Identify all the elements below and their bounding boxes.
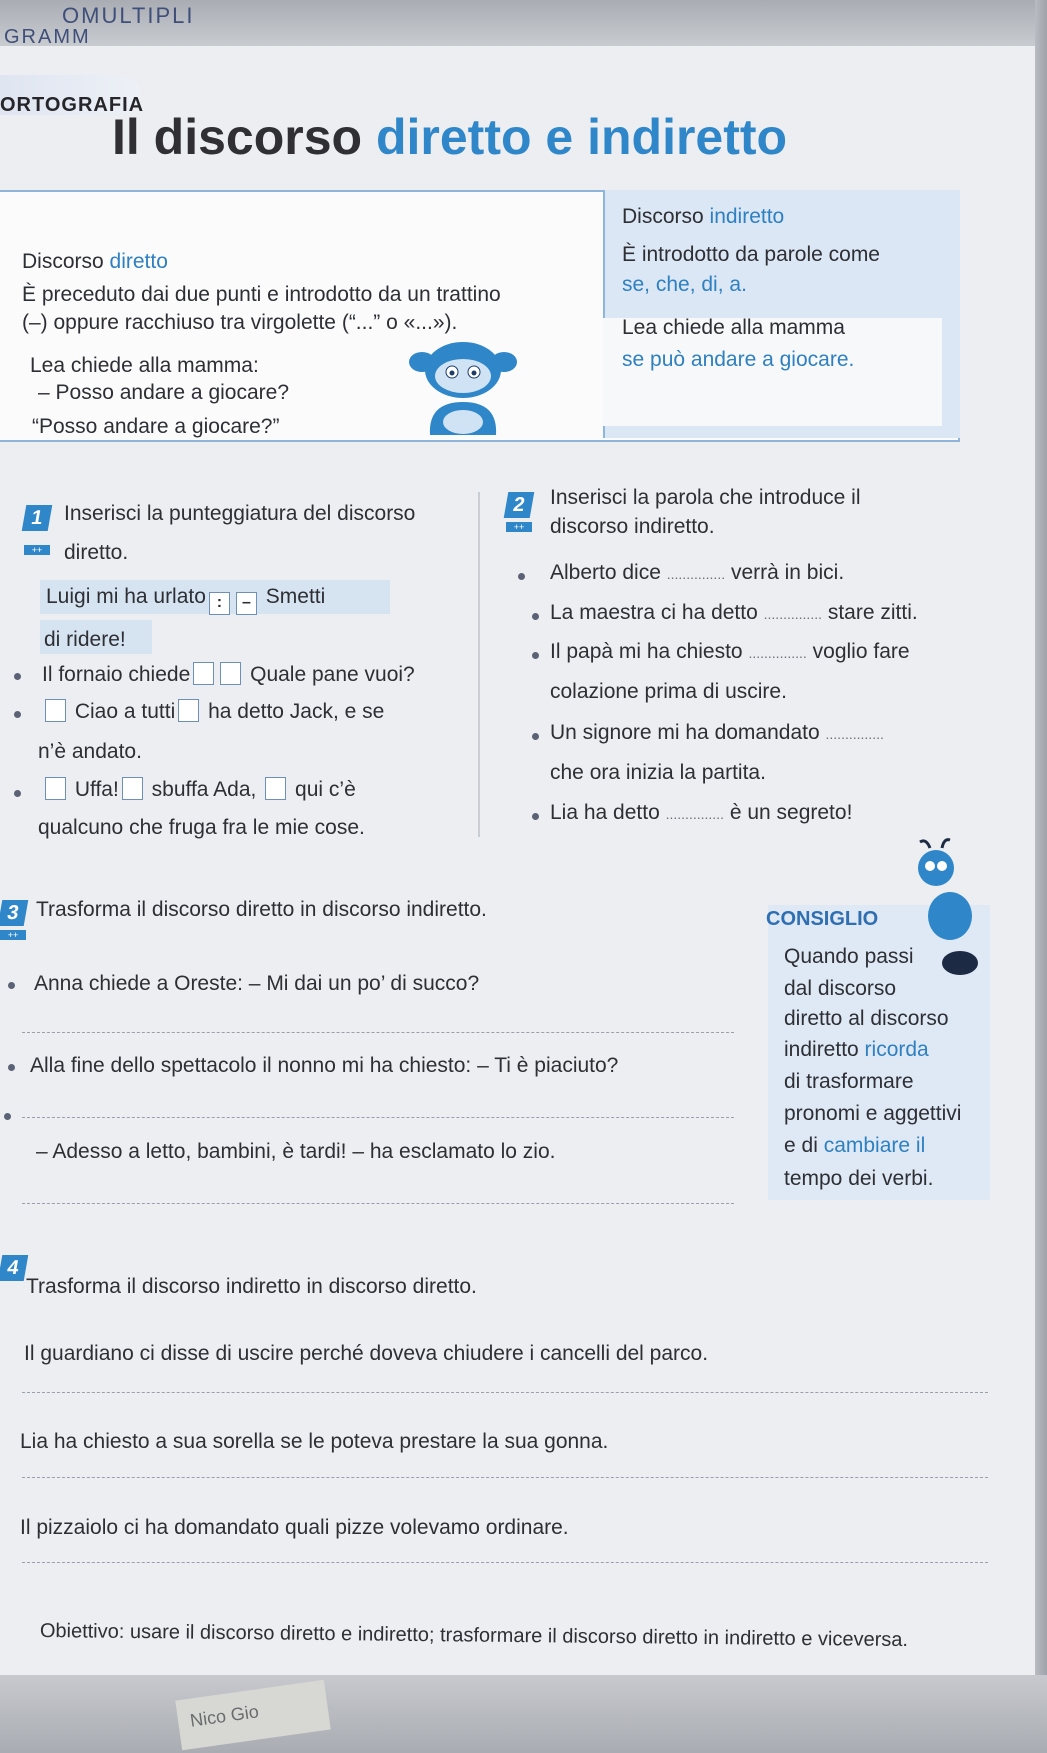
indirect-definition-2: se, che, di, a.	[622, 273, 747, 296]
exercise-3-instruction: Trasforma il discorso diretto in discorso indiretto.	[36, 898, 487, 921]
answer-line[interactable]	[22, 1117, 734, 1119]
tip-line-5: di trasformare	[784, 1070, 914, 1093]
answer-line[interactable]	[22, 1392, 988, 1394]
tip-line-4: indiretto ricorda	[784, 1038, 929, 1061]
direct-speech-label: Discorso diretto	[22, 250, 168, 273]
direct-example-3: “Posso andare a giocare?”	[32, 415, 280, 438]
learning-objective: Obiettivo: usare il discorso diretto e indiretto; trasformare il discorso diretto in indiretto e viceversa.	[39, 1620, 909, 1652]
exercise-4-instruction: Trasforma il discorso indiretto in discorso diretto.	[26, 1275, 477, 1298]
answer-box: :	[209, 592, 230, 615]
exercise-2-item-5[interactable]: Lia ha detto ............... è un segreto!	[550, 801, 853, 824]
tip-line-8: tempo dei verbi.	[784, 1167, 934, 1190]
exercise-2-item-4-cont: che ora inizia la partita.	[550, 761, 766, 784]
exercise-3-item-1: Anna chiede a Oreste: – Mi dai un po’ di succo?	[34, 972, 480, 995]
tip-line-7: e di cambiare il	[784, 1134, 926, 1157]
exercise-1-item-3-cont: qualcuno che fruga fra le mie cose.	[38, 816, 365, 839]
direct-definition-1: È preceduto dai due punti e introdotto da un trattino	[22, 283, 501, 306]
exercise-1-item-2: Ciao a tutti ha detto Jack, e se	[42, 699, 384, 724]
sticky-note-text: Nico Gio	[188, 1701, 260, 1731]
bullet	[532, 733, 539, 740]
bullet	[532, 652, 539, 659]
exercise-1-item-3: Uffa! sbuffa Ada, qui c’è	[42, 777, 356, 802]
answer-box[interactable]	[45, 777, 66, 800]
answer-box[interactable]	[45, 699, 66, 722]
bottom-page-strip	[0, 1675, 1047, 1753]
exercise-4-number: 4	[0, 1255, 28, 1281]
column-divider	[478, 492, 480, 837]
answer-box: –	[236, 592, 257, 615]
exercise-1-example-line-2: di ridere!	[44, 628, 126, 651]
indirect-definition-1: È introdotto da parole come	[622, 243, 880, 266]
corner-label-2: GRAMM	[4, 26, 91, 48]
page-edge	[1035, 0, 1047, 1753]
tip-line-3: diretto al discorso	[784, 1007, 949, 1030]
indirect-speech-label: Discorso indiretto	[622, 205, 785, 228]
direct-definition-2: (–) oppure racchiuso tra virgolette (“...” o «...»).	[22, 311, 458, 334]
direct-example-2: – Posso andare a giocare?	[38, 381, 290, 404]
answer-line[interactable]	[22, 1562, 988, 1564]
tip-title: CONSIGLIO	[766, 908, 879, 930]
exercise-4-item-3: Il pizzaiolo ci ha domandato quali pizze volevamo ordinare.	[20, 1516, 569, 1539]
answer-box[interactable]	[265, 777, 286, 800]
exercise-2-instruction-1: Inserisci la parola che introduce il	[550, 486, 861, 509]
bullet	[4, 1113, 11, 1120]
answer-box[interactable]	[220, 662, 241, 685]
bullet	[14, 711, 21, 718]
bullet	[518, 573, 525, 580]
exercise-1-difficulty-icon: ++	[24, 545, 50, 555]
exercise-3-difficulty-icon: ++	[0, 930, 26, 940]
exercise-2-number: 2	[504, 492, 535, 518]
exercise-1-item-1: Il fornaio chiede Quale pane vuoi?	[42, 663, 415, 686]
exercise-2-item-4[interactable]: Un signore mi ha domandato ...............	[550, 721, 884, 744]
bullet	[532, 613, 539, 620]
ant-mascot-icon	[910, 838, 1000, 988]
answer-box[interactable]	[122, 777, 143, 800]
answer-box[interactable]	[178, 699, 199, 722]
indirect-example-2: se può andare a giocare.	[622, 348, 855, 371]
bullet	[8, 1064, 15, 1071]
answer-line[interactable]	[22, 1477, 988, 1479]
exercise-2-item-3-cont: colazione prima di uscire.	[550, 680, 787, 703]
exercise-2-instruction-2: discorso indiretto.	[550, 515, 715, 538]
exercise-2-item-3[interactable]: Il papà mi ha chiesto ............... voglio fare	[550, 640, 910, 663]
top-page-strip	[0, 0, 1047, 46]
exercise-4-item-1: Il guardiano ci disse di uscire perché doveva chiudere i cancelli del parco.	[24, 1342, 709, 1365]
exercise-2-item-1[interactable]: Alberto dice ............... verrà in bici.	[550, 561, 845, 584]
answer-line[interactable]	[22, 1203, 734, 1205]
bullet	[532, 813, 539, 820]
exercise-2-difficulty-icon: ++	[506, 522, 532, 532]
answer-box[interactable]	[193, 662, 214, 685]
exercise-4-item-2: Lia ha chiesto a sua sorella se le poteva prestare la sua gonna.	[20, 1430, 609, 1453]
bullet	[8, 982, 15, 989]
tip-line-2: dal discorso	[784, 977, 897, 1000]
exercise-1-example: Luigi mi ha urlato : – Smetti	[46, 585, 325, 615]
exercise-1-instruction-2: diretto.	[64, 541, 129, 564]
corner-label-1: OMULTIPLI	[62, 3, 195, 28]
indirect-example-1: Lea chiede alla mamma	[622, 316, 845, 339]
exercise-3-item-2: Alla fine dello spettacolo il nonno mi ha chiesto: – Ti è piaciuto?	[30, 1054, 619, 1077]
direct-example-1: Lea chiede alla mamma:	[30, 354, 259, 377]
exercise-2-item-2[interactable]: La maestra ci ha detto ............... stare zitti.	[550, 601, 918, 624]
answer-line[interactable]	[22, 1032, 734, 1034]
exercise-1-number: 1	[22, 505, 53, 531]
exercise-3-item-3: – Adesso a letto, bambini, è tardi! – ha esclamato lo zio.	[36, 1140, 556, 1163]
exercise-3-number: 3	[0, 900, 28, 926]
tip-line-6: pronomi e aggettivi	[784, 1102, 962, 1125]
bullet	[14, 673, 21, 680]
bullet	[14, 790, 21, 797]
page-title: Il discorso diretto e indiretto	[112, 109, 788, 165]
section-title: ORTOGRAFIA	[0, 94, 145, 116]
monkey-mascot-icon	[408, 340, 518, 440]
tip-line-1: Quando passi	[784, 945, 914, 968]
exercise-1-instruction-1: Inserisci la punteggiatura del discorso	[64, 502, 416, 525]
exercise-1-item-2-cont: n’è andato.	[38, 740, 142, 763]
